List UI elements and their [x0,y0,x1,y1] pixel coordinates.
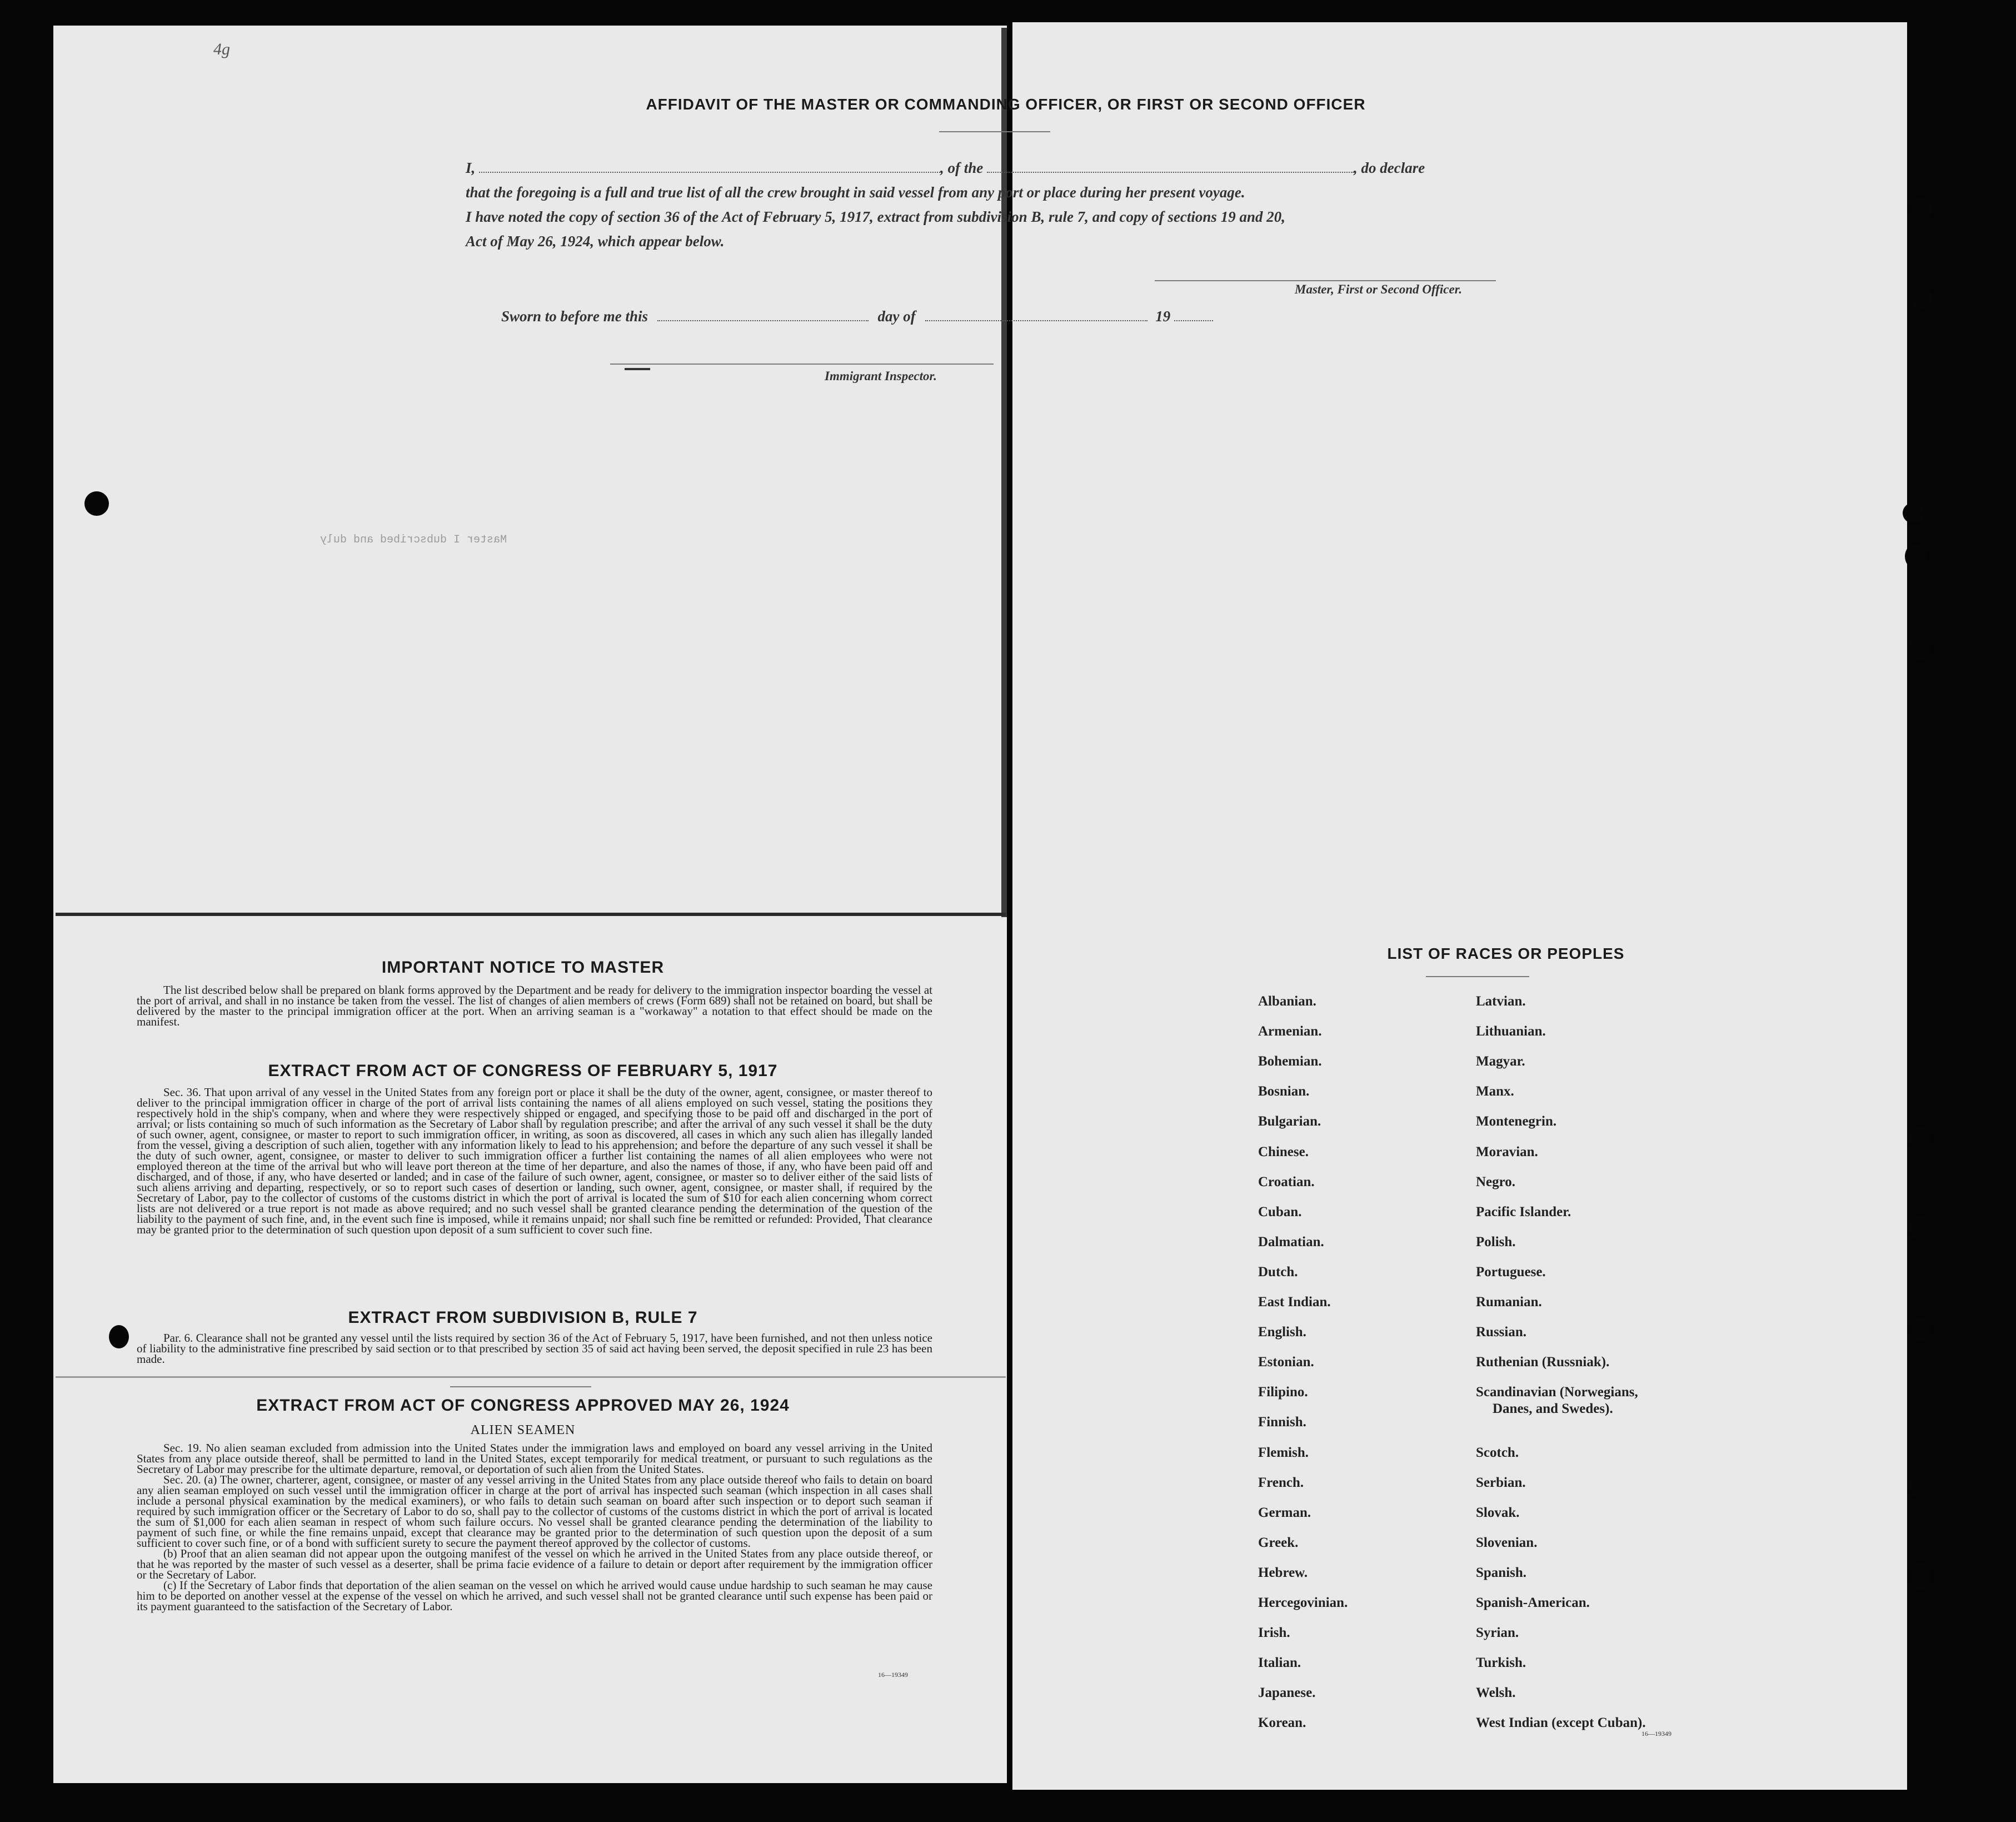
race-item: Irish. [1258,1625,1290,1641]
sworn-day-field[interactable] [657,320,869,321]
punch-hole [1909,198,1933,223]
race-item: Russian. [1476,1325,1527,1340]
race-item: Lithuanian. [1476,1024,1546,1039]
punch-hole [1905,544,1927,569]
sec20c-paragraph: (c) If the Secretary of Labor finds that deportation of the alien seaman on the vessel on which he arrived would cause undue hardship to such seaman he may cause him to be deported on another vessel at the expense of the vessel on which he arrived, and such vessel shall not be granted clearance until such expense has been paid or its payment guaranteed to the satisfaction of the Secretary of Labor. [137,1579,932,1613]
sworn-line: Sworn to before me this day of 19 [501,308,1213,325]
vessel-name-field[interactable] [987,172,1354,173]
race-item: Italian. [1258,1655,1301,1671]
races-title: LIST OF RACES OR PEOPLES [1387,945,1625,962]
punch-hole [1908,1475,1930,1499]
race-item: Hercegovinian. [1258,1595,1348,1610]
race-item: Slovenian. [1476,1535,1538,1550]
race-item: French. [1258,1475,1304,1490]
punch-hole [1910,283,1933,309]
race-item: Armenian. [1258,1024,1322,1039]
master-signature-line[interactable] [1155,280,1496,281]
affidavit-declaration [466,156,1521,253]
sec19-paragraph: Sec. 19. No alien seaman excluded from admission into the United States under the immigration laws and employed on board any vessel arriving in the United States from any place outside thereof, shall be permitted to land in the United States, except temporarily for medical treatment, or pursuant to such regulations as the Secretary of Labor may prescribe for the ultimate departure, removal, or deportation of such alien from the United States. [137,1441,932,1476]
punch-hole [1907,635,1932,660]
rule7-separator [450,1386,591,1387]
notice-body: The list described below shall be prepared on blank forms approved by the Department and be ready for delivery to the immigration inspector boarding the vessel at the port of arrival, and shall in no instance be taken from the vessel. The list of changes of alien members of crews (Form 689) shall not be retained on board, but shall be delivered by the master to the principal immigration officer at the port. When an arriving seaman is a "workaway" a notation to that effect should be made on the manifest. [137,983,932,1028]
race-item: Scotch. [1476,1445,1519,1460]
race-item: Chinese. [1258,1144,1309,1159]
extract-1917-title: EXTRACT FROM ACT OF CONGRESS OF FEBRUARY 5, 1917 [268,1062,778,1080]
declaration-line-2: that the foregoing is a full and true list of all the crew brought in said vessel from any port or place during her present voyage. [466,184,1245,201]
extract-1924-title: EXTRACT FROM ACT OF CONGRESS APPROVED MAY 26, 1924 [256,1396,790,1415]
extract-1924-body [137,1443,932,1612]
race-item: Cuban. [1258,1204,1302,1219]
race-item: Filipino. [1258,1385,1308,1400]
sec20a-paragraph: Sec. 20. (a) The owner, charterer, agent, consignee, or master of any vessel arriving in the United States from any place outside thereof who fails to detain on board any alien seaman employed on such vessel until the immigration officer in charge at the port of arrival has inspected such seaman (which inspection in all cases shall include a personal physical examination by the medical examiners), or who fails to detain such seaman on board after such inspection or to deport such seaman if required by such immigration officer or the Secretary of Labor to do so, shall pay to the collector of customs of the customs district in which the port of arrival is located the sum of $1,000 for each alien seaman in respect of whom such failure occurs. No vessel shall be granted clearance pending the determination of the liability to payment of such fine, or while the fine remains unpaid, except that clearance may be granted prior to the determination of such question upon the deposit of a sum sufficient to cover such fine, or of a bond with sufficient surety to secure the payment thereof approved by the collector of customs. [137,1473,932,1550]
punch-hole [1903,502,1925,524]
declaration-line-3: I have noted the copy of section 36 of the Act of February 5, 1917, extract from subdivision B, rule 7, and copy of sections 19 and 20, [466,208,1285,225]
race-item: German. [1258,1505,1311,1520]
inspector-label: Immigrant Inspector. [825,369,937,383]
race-item: West Indian (except Cuban). [1476,1715,1646,1731]
race-item: East Indian. [1258,1295,1331,1310]
title-rule [939,131,1050,132]
inspector-dash-mark [625,368,650,370]
race-item: Magyar. [1476,1054,1525,1069]
rule7-title: EXTRACT FROM SUBDIVISION B, RULE 7 [348,1308,698,1327]
race-item: Japanese. [1258,1685,1316,1701]
race-item: English. [1258,1325,1306,1340]
notice-title: IMPORTANT NOTICE TO MASTER [381,958,665,977]
race-item: Spanish. [1476,1565,1527,1580]
race-item: Rumanian. [1476,1295,1542,1310]
horizontal-fold [56,913,1006,916]
race-item: Latvian. [1476,994,1526,1009]
punch-hole [109,1325,129,1348]
race-item: Korean. [1258,1715,1306,1731]
race-item: Scandinavian (Norwegians, [1476,1385,1638,1400]
rule7-body: Par. 6. Clearance shall not be granted any vessel until the lists required by section 36 of the Act of February 5, 1917, have been furnished, and not then unless notice of liability to the administrative fine prescribed by said section or to that prescribed by section 35 of said act having been served, the deposit specified in rule 23 has been made. [137,1331,932,1366]
race-item: Manx. [1476,1084,1514,1099]
right-form-number: 16—19349 [1641,1730,1671,1738]
race-item: Serbian. [1476,1475,1526,1490]
race-item: Moravian. [1476,1144,1538,1159]
declaration-line-4: Act of May 26, 1924, which appear below. [466,233,725,250]
race-item: Montenegrin. [1476,1114,1557,1129]
races-title-rule [1426,976,1529,977]
race-item: Estonian. [1258,1355,1314,1370]
race-item: Bulgarian. [1258,1114,1321,1129]
race-item: Ruthenian (Russniak). [1476,1355,1610,1370]
declaration-line-1: I, , of the , do declare [466,160,1425,176]
race-item: Croatian. [1258,1174,1315,1189]
race-item: Negro. [1476,1174,1516,1189]
race-item: Welsh. [1476,1685,1516,1701]
punch-hole [84,491,109,516]
punch-hole [1909,1318,1932,1341]
master-signature-label: Master, First or Second Officer. [1295,282,1463,296]
race-item: Bohemian. [1258,1054,1322,1069]
race-item: Polish. [1476,1234,1516,1249]
race-item: Danes, and Swedes). [1493,1401,1613,1417]
race-item: Syrian. [1476,1625,1519,1641]
affidavit-title: AFFIDAVIT OF THE MASTER OR COMMANDING OFFICER, OR FIRST OR SECOND OFFICER [646,96,1366,113]
race-item: Hebrew. [1258,1565,1308,1580]
extract-1924-subtitle: ALIEN SEAMEN [470,1423,576,1437]
left-form-number: 16—19349 [878,1671,908,1679]
race-item: Turkish. [1476,1655,1526,1671]
declarant-name-field[interactable] [479,172,940,173]
inspector-signature-line[interactable] [610,364,994,365]
race-item: Finnish. [1258,1415,1306,1430]
sworn-year-field[interactable] [1174,320,1213,321]
page-mark: 4g [213,40,230,58]
faint-stamp: Master I dubscribed and duly [320,534,507,546]
extract-1917-body: Sec. 36. That upon arrival of any vessel in the United States from any foreign port or place it shall be the duty of the owner, agent, consignee, or master thereof to deliver to the principal immigration officer in charge of the port of arrival lists containing the names of all aliens employed on such vessel, stating the positions they respectively hold in the ship's company, when and where they were respectively shipped or engaged, and specifying those to be paid off and discharged in the port of arrival; or lists containing so much of such information as the Secretary of Labor shall by regulation prescribe; and after the arrival of any such vessel it shall be the duty of such owner, agent, consignee, or master to report to such immigration officer, in writing, as soon as discovered, all cases in which any such alien has illegally landed from the vessel, giving a description of such alien, together with any information likely to lead to his apprehension; and before the departure of any such vessel it shall be the duty of such owner, agent, consignee, or master to deliver to such immigration officer a further list containing the names of all alien employees who were not employed thereon at the time of the arrival but who will leave port thereon at the time of her departure, and also the names of those, if any, who have been paid off and discharged, and of those, if any, who have deserted or landed; and in case of the failure of such owner, agent, consignee, or master so to deliver either of the said lists of such aliens arriving and departing, respectively, or so to report such cases of desertion or landing, such owner, agent, consignee, or master shall, if required by the Secretary of Labor, pay to the collector of customs of the customs district in which the port of arrival is located the sum of $10 for each alien concerning whom correct lists are not delivered or a true report is not made as above required; and no such vessel shall be granted clearance pending the determination of the question of the liability to the payment of such fine, and, in the event such fine is imposed, while it remains unpaid; nor shall such fine be remitted or refunded: Provided, That clearance may be granted prior to the determination of such question upon deposit of a sum sufficient to cover such fine. [137,1086,932,1236]
horizontal-crease [56,1376,1006,1378]
race-item: Dutch. [1258,1264,1298,1280]
sec20b-paragraph: (b) Proof that an alien seaman did not appear upon the outgoing manifest of the vessel on which he arrived in the United States from any place outside thereof, or that he was reported by the master of such vessel as a deserter, shall be prima facie evidence of a failure to detain or deport after requirement by the immigration officer or the Secretary of Labor. [137,1547,932,1581]
punch-hole [1908,1126,1932,1152]
race-item: Pacific Islander. [1476,1204,1571,1219]
race-item: Bosnian. [1258,1084,1310,1099]
punch-hole [1908,1215,1930,1241]
sworn-month-field[interactable] [925,320,1147,321]
race-item: Greek. [1258,1535,1299,1550]
race-item: Spanish-American. [1476,1595,1590,1610]
race-item: Albanian. [1258,994,1316,1009]
race-item: Slovak. [1476,1505,1520,1520]
race-item: Dalmatian. [1258,1234,1324,1249]
punch-hole [1909,1563,1932,1590]
race-item: Portuguese. [1476,1264,1546,1280]
race-item: Flemish. [1258,1445,1309,1460]
